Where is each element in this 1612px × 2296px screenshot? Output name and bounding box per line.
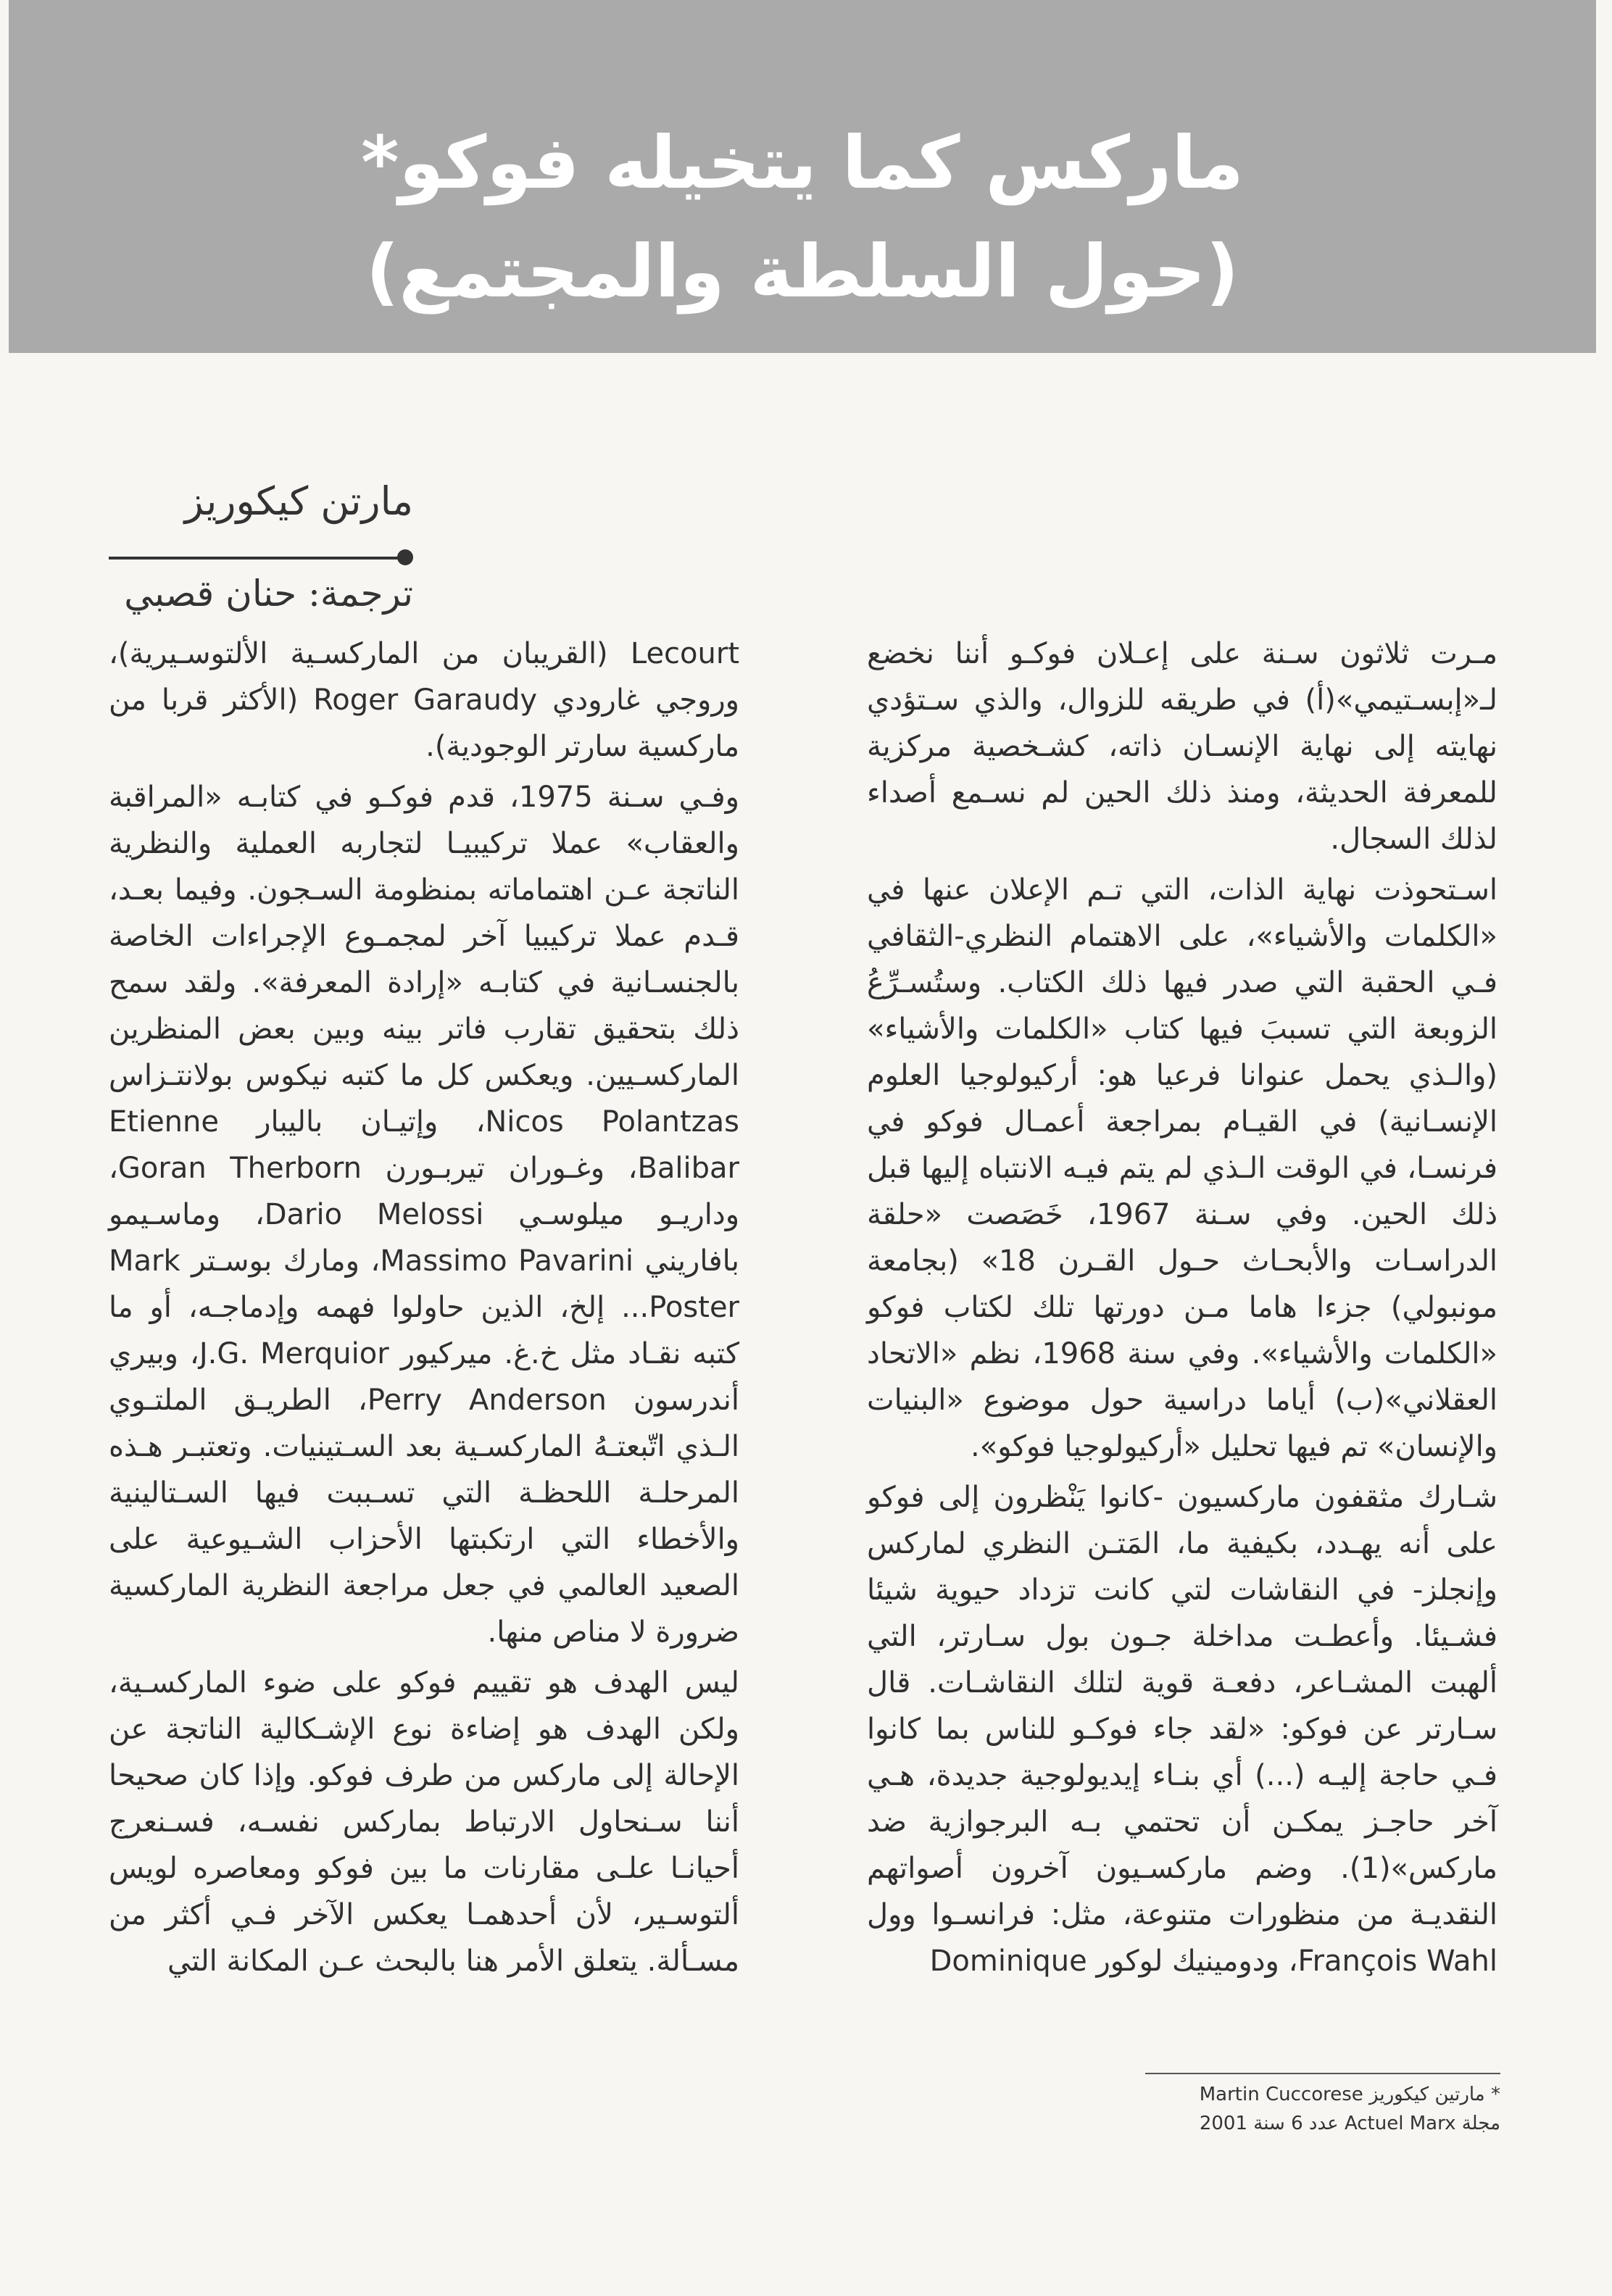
page-subtitle: (حول السلطة والمجتمع)	[365, 229, 1239, 314]
footnote-divider	[1145, 2073, 1500, 2074]
article-column-right	[867, 631, 1497, 2073]
paragraph: Lecourt (القريبان من الماركسـية الألتوسـيرية)، وروجي غارودي Roger Garaudy (الأكثر قربا من ماركسية سارتر الوجودية).	[109, 637, 739, 763]
paragraph: اسـتحوذت نهاية الذات، التي تـم الإعلان عنها في «الكلمات والأشياء»، على الاهتمام النظري-الثقافي فـي الحقبة التي صدر فيها ذلك الكتاب. وستُسـرِّعُ الزوبعة التي تسببَ فيها كتاب «الكلمات والأشياء» (والـذي يحمل عنوانا فرعيا هو: أركيولوجيا العلوم الإنسـانية) في القيـام بمراجعة أعمـال فوكو في فرنسـا، في الوقت الـذي لم يتم فيـه الانتباه إليها قبل ذلك الحين. وفي سـنة 1967، خَصَصت «حلقة الدراسـات والأبحـاث حـول القـرن 18» (بجامعة مونبولي) جزءا هاما مـن دورتها تلك لكتاب فوكو «الكلمات والأشياء». وفي سنة 1968، نظم «الاتحاد العقلاني»(ب) أياما دراسية حول موضوع «البنيات والإنسان» تم فيها تحليل «أركيولوجيا فوكو».	[867, 873, 1497, 1463]
divider-dot-icon	[397, 549, 413, 565]
article-column-left	[109, 631, 739, 2073]
footnote	[1015, 2080, 1500, 2138]
page-title: ماركس كما يتخيله فوكو*	[361, 120, 1244, 205]
footnote-line: مجلة Actuel Marx عدد 6 سنة 2001	[1199, 2113, 1500, 2134]
translator-name: ترجمة: حنان قصبي	[124, 573, 413, 615]
paragraph: شـارك مثقفون ماركسيون -كانوا يَنْظرون إلى فوكو على أنه يهـدد، بكيفية ما، المَتـن النظري لماركس وإنجلز- في النقاشات لتي كانت تزداد حيوية شيئا فشـيئا. وأعطـت مداخلة جـون بول سـارتر، التي ألهبت المشـاعر، دفعـة قوية لتلك النقاشـات. قال سـارتر عن فوكو: «لقد جاء فوكـو للناس بما كانوا فـي حاجة إليـه (...) أي بنـاء إيديولوجية جديدة، هـي آخر حاجـز يمكـن أن تحتمي بـه البرجوازية ضد ماركس»(1). وضم ماركسـيون آخرون أصواتهم النقديـة من منظورات متنوعة، مثل: فرانسـوا وول François Wahl، ودومينيك لوكور Dominique	[867, 1481, 1497, 1978]
paragraph: وفـي سـنة 1975، قدم فوكـو في كتابـه «المراقبة والعقاب» عملا تركيبيـا لتجاربه العملية والنظرية الناتجة عـن اهتماماته بمنظومة السـجون. وفيما بعـد، قـدم عملا تركيبيا آخر لمجمـوع الإجراءات الخاصة بالجنسـانية في كتابـه «إرادة المعرفة». ولقد سمح ذلك بتحقيق تقارب فاتر بينه وبين بعض المنظرين الماركسـيين. ويعكس كل ما كتبه نيكوس بولانتـزاس Nicos Polantzas، وإتيـان باليبار Etienne Balibar، وغـوران تيربـورن Goran Therborn، وداريـو ميلوسـي Dario Melossi، وماسـيمو بافاريني Massimo Pavarini، ومارك بوسـتر Mark Poster... إلخ، الذين حاولوا فهمه وإدماجـه، أو ما كتبه نقـاد مثل خ.غ. ميركيور J.G. Merquior، وبيري أندرسون Perry Anderson، الطريـق الملتـوي الـذي اتّبعتـهُ الماركسـية بعد السـتينيات. وتعتبـر هـذه المرحلـة اللحظـة التي تسـببت فيها السـتالينية والأخطاء التي ارتكبتها الأحزاب الشـيوعية على الصعيد العالمي في جعل مراجعة النظرية الماركسية ضرورة لا مناص منها.	[109, 781, 740, 1649]
paragraph: ليس الهدف هو تقييم فوكو على ضوء الماركسـية، ولكن الهدف هو إضاءة نوع الإشـكالية الناتجة عن الإحالة إلى ماركس من طرف فوكو. وإذا كان صحيحا أننا سـنحاول الارتباط بماركس نفسـه، فسـنعرج أحيانـا علـى مقارنات ما بين فوكو ومعاصره لويس ألتوسـير، لأن أحدهمـا يعكس الآخر فـي أكثر من مسـألة. يتعلق الأمر هنا بالبحث عـن المكانة التي	[109, 1666, 739, 1978]
footnote-line: * مارتين كيكوريز Martin Cuccorese	[1199, 2084, 1500, 2105]
title-banner	[9, 0, 1596, 353]
byline-divider	[109, 557, 407, 560]
author-name: مارتن كيكوريز	[184, 478, 413, 524]
paragraph: مـرت ثلاثون سـنة على إعـلان فوكـو أننا نخضع لـ«إبسـتيمي»(أ) في طريقه للزوال، والذي سـتؤدي نهايته إلى نهاية الإنسـان ذاته، كشـخصية مركزية للمعرفة الحديثة، ومنذ ذلك الحين لم نسـمع أصداء لذلك السجال.	[867, 637, 1497, 856]
